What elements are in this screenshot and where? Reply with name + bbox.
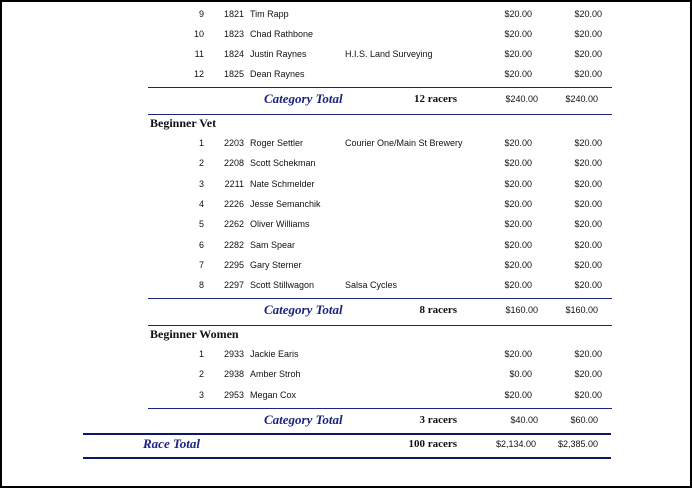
due-cell: $20.00 xyxy=(574,390,602,400)
paid-cell: $20.00 xyxy=(504,349,532,359)
bib-cell: 2262 xyxy=(223,219,244,229)
bib-cell: 2211 xyxy=(224,179,244,189)
paid-total: $240.00 xyxy=(505,94,538,104)
place-cell: 12 xyxy=(193,69,204,79)
place-cell: 6 xyxy=(198,240,204,250)
due-total: $240.00 xyxy=(565,94,598,104)
table-row xyxy=(140,346,610,362)
due-cell: $20.00 xyxy=(574,49,602,59)
category-heading: Beginner Vet xyxy=(150,116,217,130)
paid-cell: $20.00 xyxy=(504,280,532,290)
table-row xyxy=(140,6,610,22)
table-row xyxy=(140,196,610,212)
table-row xyxy=(140,135,610,151)
place-cell: 11 xyxy=(194,49,204,59)
table-row xyxy=(140,46,610,62)
name-cell: Justin Raynes xyxy=(250,49,307,59)
due-cell: $20.00 xyxy=(574,199,602,209)
table-row xyxy=(140,366,610,382)
place-cell: 9 xyxy=(198,9,204,19)
bib-cell: 1825 xyxy=(223,69,244,79)
due-total: $160.00 xyxy=(565,305,598,315)
bib-cell: 2933 xyxy=(223,349,244,359)
place-cell: 5 xyxy=(198,219,204,229)
name-cell: Sam Spear xyxy=(250,240,296,250)
paid-cell: $20.00 xyxy=(504,199,532,209)
place-cell: 1 xyxy=(198,138,204,148)
place-cell: 3 xyxy=(198,179,204,189)
paid-cell: $20.00 xyxy=(504,179,532,189)
place-cell: 8 xyxy=(198,280,204,290)
name-cell: Oliver Williams xyxy=(250,219,310,229)
due-cell: $20.00 xyxy=(574,9,602,19)
due-cell: $20.00 xyxy=(574,240,602,250)
due-cell: $20.00 xyxy=(574,179,602,189)
category-heading: Beginner Women xyxy=(150,327,239,341)
category-total-label: Category Total xyxy=(264,302,343,317)
paid-cell: $0.00 xyxy=(509,369,532,379)
name-cell: Scott Schekman xyxy=(250,158,316,168)
divider xyxy=(148,408,612,409)
bib-cell: 2295 xyxy=(223,260,244,270)
table-row xyxy=(140,237,610,253)
bib-cell: 2226 xyxy=(223,199,244,209)
due-cell: $20.00 xyxy=(574,219,602,229)
name-cell: Tim Rapp xyxy=(250,9,289,19)
divider xyxy=(148,87,612,88)
name-cell: Jackie Earis xyxy=(250,349,299,359)
table-row xyxy=(140,26,610,42)
bib-cell: 2297 xyxy=(223,280,244,290)
name-cell: Jesse Semanchik xyxy=(250,199,321,209)
paid-cell: $20.00 xyxy=(504,9,532,19)
category-total-label: Category Total xyxy=(264,412,343,427)
paid-cell: $20.00 xyxy=(504,240,532,250)
paid-cell: $20.00 xyxy=(504,29,532,39)
place-cell: 2 xyxy=(198,369,204,379)
table-row xyxy=(140,155,610,171)
race-total-rule-top xyxy=(83,433,611,435)
race-due-total: $2,385.00 xyxy=(557,439,598,449)
due-total: $60.00 xyxy=(570,415,598,425)
table-row xyxy=(140,66,610,82)
name-cell: Nate Schmelder xyxy=(250,179,315,189)
place-cell: 10 xyxy=(193,29,204,39)
bib-cell: 1821 xyxy=(223,9,244,19)
due-cell: $20.00 xyxy=(574,280,602,290)
paid-total: $40.00 xyxy=(510,415,538,425)
name-cell: Megan Cox xyxy=(250,390,297,400)
paid-cell: $20.00 xyxy=(504,138,532,148)
place-cell: 2 xyxy=(198,158,204,168)
bib-cell: 1824 xyxy=(223,49,244,59)
paid-cell: $20.00 xyxy=(504,158,532,168)
team-cell: Salsa Cycles xyxy=(345,280,398,290)
divider xyxy=(148,114,612,115)
place-cell: 7 xyxy=(198,260,204,270)
category-total-label: Category Total xyxy=(264,91,343,106)
category-total-row xyxy=(2,302,690,320)
due-cell: $20.00 xyxy=(574,369,602,379)
bib-cell: 2282 xyxy=(223,240,244,250)
racer-count: 12 racers xyxy=(413,93,457,105)
category-total-row xyxy=(2,91,690,109)
race-total-row xyxy=(2,436,690,454)
paid-cell: $20.00 xyxy=(504,260,532,270)
name-cell: Amber Stroh xyxy=(250,369,301,379)
table-row xyxy=(140,216,610,232)
name-cell: Scott Stillwagon xyxy=(250,280,315,290)
paid-cell: $20.00 xyxy=(504,69,532,79)
divider xyxy=(148,298,612,299)
due-cell: $20.00 xyxy=(574,29,602,39)
bib-cell: 2208 xyxy=(223,158,244,168)
bib-cell: 2203 xyxy=(223,138,244,148)
due-cell: $20.00 xyxy=(574,69,602,79)
bib-cell: 2953 xyxy=(223,390,244,400)
name-cell: Dean Raynes xyxy=(250,69,305,79)
place-cell: 4 xyxy=(198,199,204,209)
table-row xyxy=(140,176,610,192)
bib-cell: 1823 xyxy=(223,29,244,39)
race-racer-count: 100 racers xyxy=(408,438,457,450)
place-cell: 3 xyxy=(198,390,204,400)
table-row xyxy=(140,277,610,293)
race-paid-total: $2,134.00 xyxy=(495,439,536,449)
racer-count: 8 racers xyxy=(419,304,457,316)
racer-count: 3 racers xyxy=(419,414,457,426)
name-cell: Gary Sterner xyxy=(250,260,302,270)
due-cell: $20.00 xyxy=(574,349,602,359)
due-cell: $20.00 xyxy=(574,138,602,148)
race-total-label: Race Total xyxy=(143,436,200,451)
paid-cell: $20.00 xyxy=(504,390,532,400)
divider xyxy=(148,325,612,326)
paid-cell: $20.00 xyxy=(504,49,532,59)
due-cell: $20.00 xyxy=(574,260,602,270)
table-row xyxy=(140,257,610,273)
team-cell: Courier One/Main St Brewery xyxy=(345,138,463,148)
table-row xyxy=(140,387,610,403)
category-total-row xyxy=(2,412,690,430)
paid-total: $160.00 xyxy=(505,305,538,315)
team-cell: H.I.S. Land Surveying xyxy=(345,49,433,59)
bib-cell: 2938 xyxy=(223,369,244,379)
name-cell: Chad Rathbone xyxy=(250,29,314,39)
place-cell: 1 xyxy=(198,349,204,359)
race-total-rule-bottom xyxy=(83,457,611,459)
name-cell: Roger Settler xyxy=(250,138,304,148)
paid-cell: $20.00 xyxy=(504,219,532,229)
due-cell: $20.00 xyxy=(574,158,602,168)
